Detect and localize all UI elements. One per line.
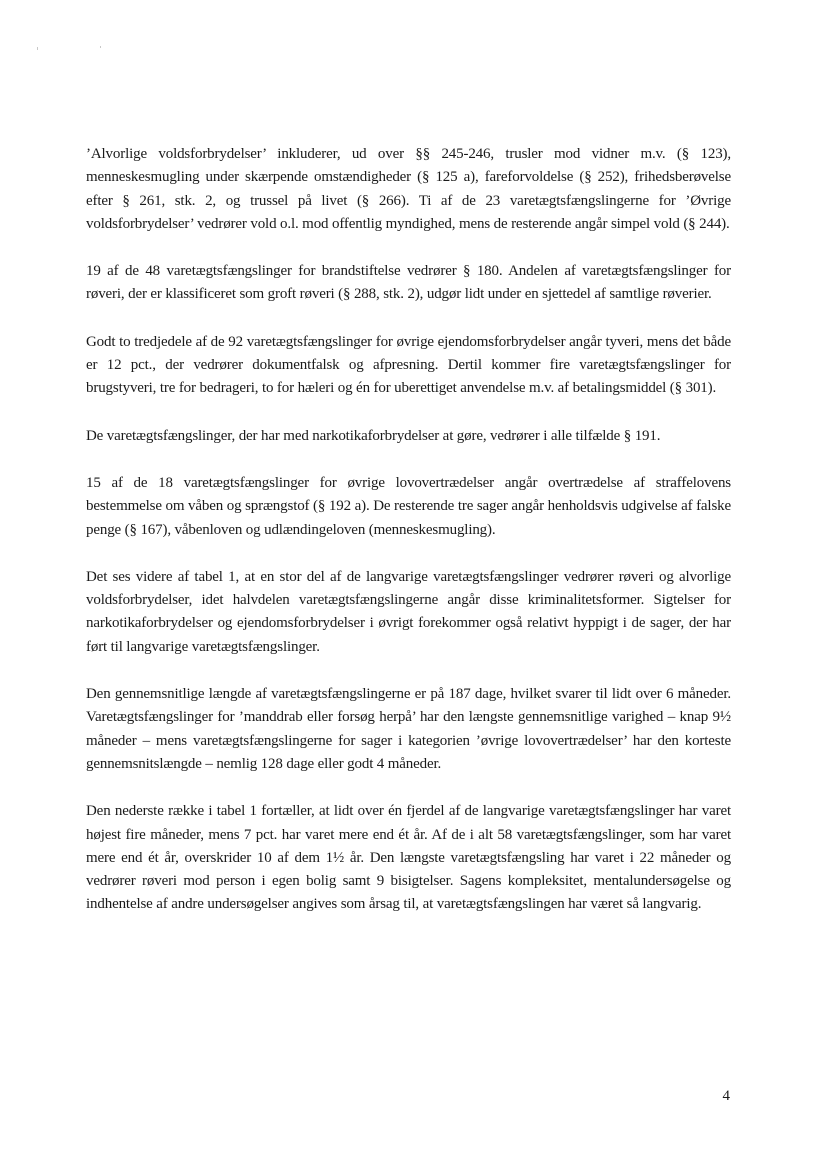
paragraph-other-offences: 15 af de 18 varetægtsfængslinger for øvrige lovovertrædelser angår overtrædelse af straffelovens bestemmelse om våben og sprængstof (§ 192 a). De resterende tre sager angår henholdsvis udgivelse af falske penge (§ 167), våbenloven og udlændingeloven (menneskesmugling). [86, 474, 731, 538]
paragraph-average-length: Den gennemsnitlige længde af varetægtsfængslingerne er på 187 dage, hvilket svarer til lidt over 6 måneder. Varetægtsfængslinger for ’manddrab eller forsøg herpå’ har den længste gennemsnitlige varighed – knap 9½ måneder – mens varetægtsfængslingerne for sager i kategorien ’øvrige lovovertrædelser’ har den korteste gennemsnitslængde – nemlig 128 dage eller godt 4 måneder. [86, 686, 731, 772]
paragraph-violent-crimes: ’Alvorlige voldsforbrydelser’ inkluderer, ud over §§ 245-246, trusler mod vidner m.v. (§ 123), menneskesmugling under skærpende omstændigheder (§ 125 a), fareforvoldelse (§ 252), frihedsberøvelse efter § 261, stk. 2, og trussel på livet (§ 266). Ti af de 23 varetægtsfængslingerne for ’Øvrige voldsforbrydelser’ vedrører vold o.l. mod offentlig myndighed, mens de resterende angår simpel vold (§ 244). [86, 146, 731, 232]
body-text [86, 143, 731, 941]
scan-speck [37, 47, 38, 50]
paragraph-property-crimes: Godt to tredjedele af de 92 varetægtsfængslinger for øvrige ejendomsforbrydelser angår tyveri, mens det både er 12 pct., der vedrører dokumentfalsk og afpresning. Dertil kommer fire varetægtsfængslinger for brugstyveri, tre for bedrageri, to for hæleri og én for uberettiget anvendelse m.v. af betalingsmiddel (§ 301). [86, 333, 731, 397]
paragraph-longest-detention: Den nederste række i tabel 1 fortæller, at lidt over én fjerdel af de langvarige varetægtsfængslinger har varet højest fire måneder, mens 7 pct. har varet mere end ét år. Af de i alt 58 varetægtsfængslinger, som har varet mere end ét år, overskrider 10 af dem 1½ år. Den længste varetægtsfængsling har varet i 22 måneder og vedrører røveri mod person i egen bolig samt 9 bisigtelser. Sagens kompleksitet, mentalundersøgelse og indhentelse af andre undersøgelser angives som årsag til, at varetægtsfængslingen har været så langvarig. [86, 803, 731, 913]
page-number: 4 [722, 1088, 730, 1104]
paragraph-table-overview: Det ses videre af tabel 1, at en stor del af de langvarige varetægtsfængslinger vedrører røveri og alvorlige voldsforbrydelser, idet halvdelen varetægtsfængslingerne angår disse kriminalitetsformer. Sigtelser for narkotikaforbrydelser og ejendomsforbrydelser i øvrigt forekommer også relativt hyppigt i de sager, der har ført til langvarige varetægtsfængslinger. [86, 568, 731, 655]
paragraph-arson-robbery: 19 af de 48 varetægtsfængslinger for brandstiftelse vedrører § 180. Andelen af varetægtsfængslinger for røveri, der er klassificeret som groft røveri (§ 288, stk. 2), udgør lidt under en sjettedel af samtlige røverier. [86, 263, 731, 303]
scan-speck [100, 46, 101, 48]
paragraph-narcotics: De varetægtsfængslinger, der har med narkotikaforbrydelser at gøre, vedrører i alle tilfælde § 191. [86, 427, 661, 444]
